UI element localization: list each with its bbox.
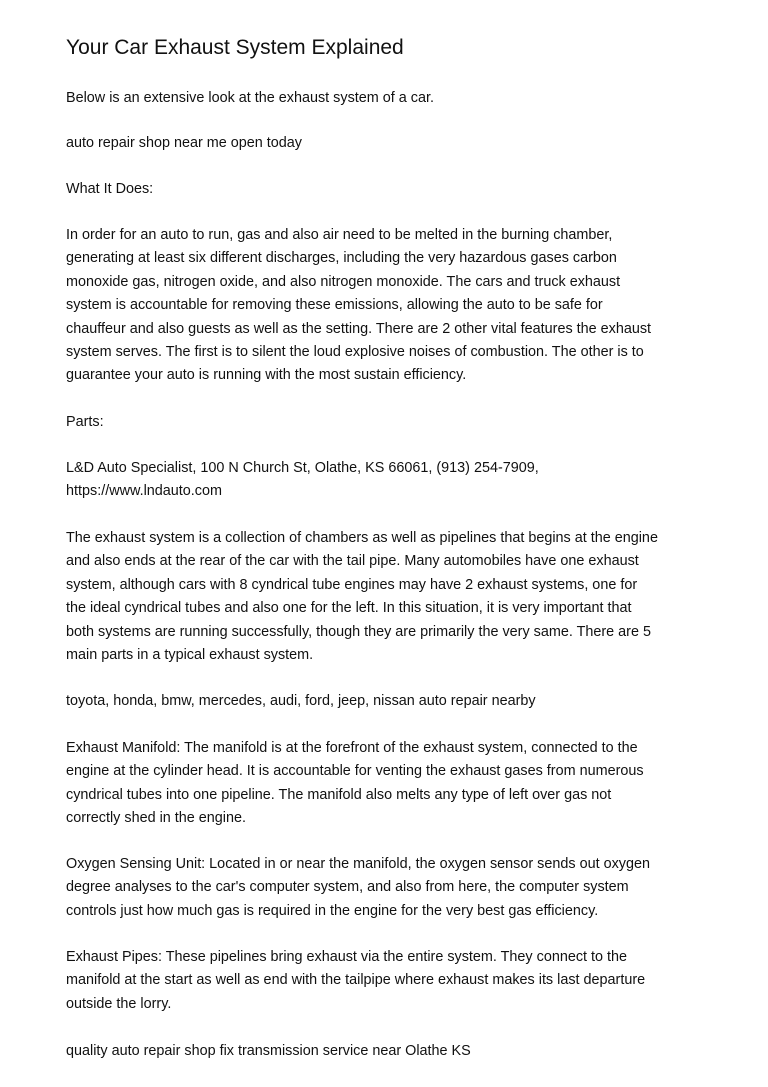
text-line: main parts in a typical exhaust system. xyxy=(66,647,314,664)
text-line: Exhaust Manifold: The manifold is at the forefront of the exhaust system, connected to the xyxy=(66,740,638,756)
text-line: auto repair shop near me open today xyxy=(66,135,303,151)
section-heading-parts xyxy=(66,411,716,434)
keyword-link-text xyxy=(66,690,716,713)
text-line: What It Does: xyxy=(66,181,154,197)
text-line: toyota, honda, bmw, mercedes, audi, ford, jeep, nissan auto repair nearby xyxy=(66,693,536,709)
text-line: Parts: xyxy=(66,414,104,430)
text-line: generating at least six different discharges, including the very hazardous gases carbon xyxy=(66,250,617,267)
text-line: system is accountable for removing these emissions, allowing the auto to be safe for xyxy=(66,297,603,314)
text-line: guarantee your auto is running with the most sustain efficiency. xyxy=(66,367,467,384)
text-line: engine at the cylinder head. It is accountable for venting the exhaust gases from numerous xyxy=(66,763,644,780)
keyword-link-text xyxy=(66,132,716,155)
text-line: and also ends at the rear of the car with the tail pipe. Many automobiles have one exhaust xyxy=(66,553,639,570)
intro-paragraph xyxy=(66,87,716,110)
text-line: In order for an auto to run, gas and also air need to be melted in the burning chamber, xyxy=(66,227,613,243)
business-info-paragraph xyxy=(66,457,716,504)
text-line: https://www.lndauto.com xyxy=(66,483,222,500)
text-line: cyndrical tubes into one pipeline. The manifold also melts any type of left over gas not xyxy=(66,786,612,803)
section-heading-what-it-does xyxy=(66,178,716,201)
text-line: Oxygen Sensing Unit: Located in or near the manifold, the oxygen sensor sends out oxygen xyxy=(66,856,650,872)
text-line: outside the lorry. xyxy=(66,995,172,1012)
text-line: the ideal cyndrical tubes and also one for the left. In this situation, it is very important that xyxy=(66,600,632,617)
text-line: L&D Auto Specialist, 100 N Church St, Olathe, KS 66061, (913) 254-7909, xyxy=(66,460,539,476)
oxygen-sensor-paragraph xyxy=(66,853,716,923)
text-line: Below is an extensive look at the exhaust system of a car. xyxy=(66,90,434,106)
exhaust-manifold-paragraph xyxy=(66,737,716,831)
text-line: chauffeur and also guests as well as the setting. There are 2 other vital features the exhaust xyxy=(66,320,652,337)
text-line: system serves. The first is to silent the loud explosive noises of combustion. The other is to xyxy=(66,344,644,361)
page-title: Your Car Exhaust System Explained xyxy=(66,36,404,59)
text-line: system, although cars with 8 cyndrical tube engines may have 2 exhaust systems, one for xyxy=(66,576,638,593)
exhaust-pipes-paragraph xyxy=(66,946,716,1016)
keyword-link-text xyxy=(66,1040,716,1063)
text-line: Exhaust Pipes: These pipelines bring exhaust via the entire system. They connect to the xyxy=(66,949,628,965)
text-line: correctly shed in the engine. xyxy=(66,810,246,827)
text-line: quality auto repair shop fix transmission service near Olathe KS xyxy=(66,1043,471,1059)
text-line: both systems are running successfully, though they are primarily the very same. There are 5 xyxy=(66,623,651,640)
text-line: degree analyses to the car's computer system, and also from here, the computer system xyxy=(66,879,629,896)
text-line: monoxide gas, nitrogen oxide, and also nitrogen monoxide. The cars and truck exhaust xyxy=(66,273,621,290)
text-line: The exhaust system is a collection of chambers as well as pipelines that begins at the engine xyxy=(66,530,658,546)
text-line: controls just how much gas is required in the engine for the very best gas efficiency. xyxy=(66,902,599,919)
parts-paragraph xyxy=(66,527,716,667)
what-it-does-paragraph xyxy=(66,224,716,388)
text-line: manifold at the start as well as end with the tailpipe where exhaust makes its last departure xyxy=(66,972,646,989)
